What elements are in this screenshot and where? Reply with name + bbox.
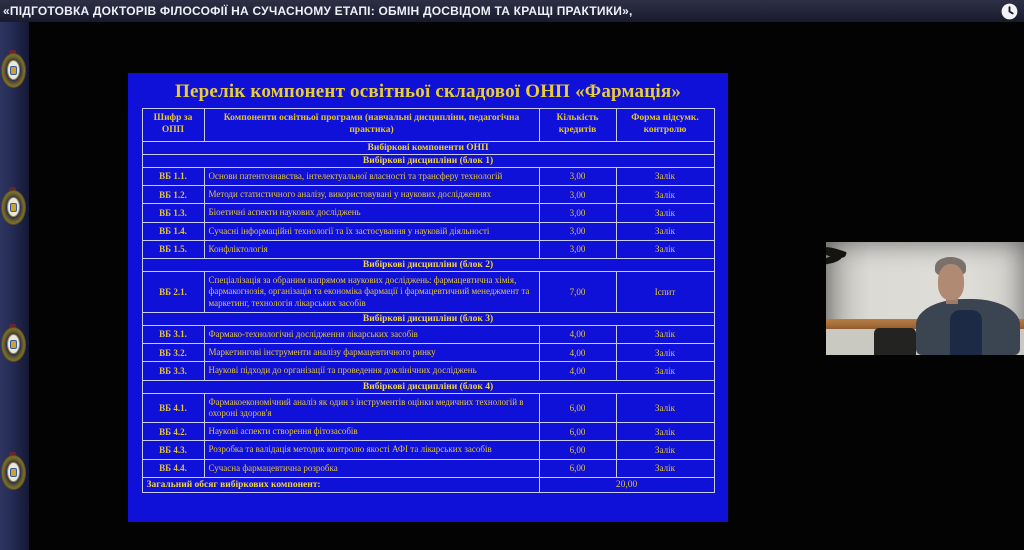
course-code-cell: ВБ 3.3. [142, 362, 204, 380]
course-credits-cell: 4,00 [539, 362, 616, 380]
course-name-cell: Наукові підходи до організації та проведення доклінічних досліджень [204, 362, 539, 380]
video-title-bar [0, 0, 1024, 22]
course-name-cell: Сучасні інформаційні технології та їх застосування у науковій діяльності [204, 222, 539, 240]
course-credits-cell: 6,00 [539, 459, 616, 477]
presenter-head [938, 264, 964, 300]
video-title-text: «ПІДГОТОВКА ДОКТОРІВ ФІЛОСОФІЇ НА СУЧАСНОМУ ЕТАПІ: ОБМІН ДОСВІДОМ ТА КРАЩІ ПРАКТИКИ», [3, 4, 633, 18]
course-credits-cell: 4,00 [539, 325, 616, 343]
university-crest-icon [1, 50, 26, 90]
course-form-cell: Залік [616, 459, 714, 477]
university-crest-icon [1, 324, 26, 364]
university-logo-strip [0, 22, 29, 550]
course-form-cell: Залік [616, 186, 714, 204]
table-footer-row [142, 477, 714, 492]
course-row [142, 272, 714, 313]
course-credits-cell: 3,00 [539, 222, 616, 240]
course-form-cell: Залік [616, 393, 714, 423]
course-name-cell: Спеціалізація за обраним напрямом наукових досліджень: фармацевтична хімія, фармакогнозія, організація та економіка фармації і фармацевтичний менеджмент та маркетинг, технологія лікарських засобів [204, 272, 539, 313]
header-cell-credits: Кількість кредитів [539, 109, 616, 142]
watch-later-clock-icon[interactable] [1000, 2, 1019, 21]
course-code-cell: ВБ 1.5. [142, 240, 204, 258]
course-row [142, 344, 714, 362]
course-row [142, 362, 714, 380]
course-form-cell: Залік [616, 204, 714, 222]
section-row [142, 141, 714, 154]
course-form-cell: Залік [616, 167, 714, 185]
section-row [142, 380, 714, 393]
course-credits-cell: 3,00 [539, 240, 616, 258]
course-row [142, 459, 714, 477]
course-row [142, 204, 714, 222]
course-credits-cell: 6,00 [539, 423, 616, 441]
course-code-cell: ВБ 4.4. [142, 459, 204, 477]
course-credits-cell: 7,00 [539, 272, 616, 313]
section-row [142, 312, 714, 325]
presentation-slide [128, 73, 728, 522]
course-name-cell: Маркетингові інструменти аналізу фармацевтичного ринку [204, 344, 539, 362]
university-crest-icon [1, 187, 26, 227]
course-credits-cell: 3,00 [539, 186, 616, 204]
footer-total-cell: 20,00 [539, 477, 714, 492]
course-form-cell: Іспит [616, 272, 714, 313]
section-row [142, 259, 714, 272]
course-code-cell: ВБ 4.3. [142, 441, 204, 459]
course-row [142, 186, 714, 204]
course-credits-cell: 3,00 [539, 204, 616, 222]
section-label: Вибіркові дисципліни (блок 2) [142, 259, 714, 272]
course-code-cell: ВБ 3.1. [142, 325, 204, 343]
course-row [142, 393, 714, 423]
course-credits-cell: 6,00 [539, 393, 616, 423]
section-label: Вибіркові дисципліни (блок 3) [142, 312, 714, 325]
section-row [142, 154, 714, 167]
course-code-cell: ВБ 1.4. [142, 222, 204, 240]
slide-title: Перелік компонент освітньої складової ОНП «Фармація» [174, 81, 682, 102]
course-name-cell: Наукові аспекти створення фітозасобів [204, 423, 539, 441]
course-row [142, 423, 714, 441]
table-body [142, 141, 714, 477]
course-name-cell: Біоетичні аспекти наукових досліджень [204, 204, 539, 222]
section-label: Вибіркові компоненти ОНП [142, 141, 714, 154]
footer-label-cell: Загальний обсяг вибіркових компонент: [142, 477, 539, 492]
presenter-shirt [950, 310, 982, 355]
course-name-cell: Методи статистичного аналізу, використовувані у наукових дослідженнях [204, 186, 539, 204]
course-name-cell: Сучасна фармацевтична розробка [204, 459, 539, 477]
course-name-cell: Основи патентознавства, інтелектуальної власності та трансферу технологій [204, 167, 539, 185]
university-crest-icon [1, 452, 26, 492]
course-code-cell: ВБ 4.1. [142, 393, 204, 423]
course-name-cell: Фармако-технологічні дослідження лікарських засобів [204, 325, 539, 343]
course-form-cell: Залік [616, 441, 714, 459]
course-row [142, 325, 714, 343]
course-name-cell: Розробка та валідація методик контролю якості АФІ та лікарських засобів [204, 441, 539, 459]
course-credits-cell: 6,00 [539, 441, 616, 459]
course-code-cell: ВБ 1.3. [142, 204, 204, 222]
office-chair [874, 328, 916, 355]
course-form-cell: Залік [616, 240, 714, 258]
course-row [142, 240, 714, 258]
course-name-cell: Фармакоекономічний аналіз як один з інструментів оцінки медичних технологій в охороні здоров'я [204, 393, 539, 423]
header-cell-code: Шифр за ОПП [142, 109, 204, 142]
components-table [142, 108, 715, 493]
course-form-cell: Залік [616, 325, 714, 343]
course-form-cell: Залік [616, 362, 714, 380]
course-name-cell: Конфліктологія [204, 240, 539, 258]
course-credits-cell: 3,00 [539, 167, 616, 185]
table-header-row [142, 109, 714, 142]
course-code-cell: ВБ 1.1. [142, 167, 204, 185]
course-code-cell: ВБ 2.1. [142, 272, 204, 313]
header-cell-name: Компоненти освітньої програми (навчальні дисципліни, педагогічна практика) [204, 109, 539, 142]
presenter-webcam [826, 242, 1024, 355]
course-form-cell: Залік [616, 222, 714, 240]
course-form-cell: Залік [616, 344, 714, 362]
section-label: Вибіркові дисципліни (блок 4) [142, 380, 714, 393]
course-code-cell: ВБ 1.2. [142, 186, 204, 204]
course-credits-cell: 4,00 [539, 344, 616, 362]
course-row [142, 441, 714, 459]
course-code-cell: ВБ 3.2. [142, 344, 204, 362]
course-row [142, 167, 714, 185]
course-row [142, 222, 714, 240]
course-code-cell: ВБ 4.2. [142, 423, 204, 441]
course-form-cell: Залік [616, 423, 714, 441]
header-cell-form: Форма підсумк. контролю [616, 109, 714, 142]
section-label: Вибіркові дисципліни (блок 1) [142, 154, 714, 167]
